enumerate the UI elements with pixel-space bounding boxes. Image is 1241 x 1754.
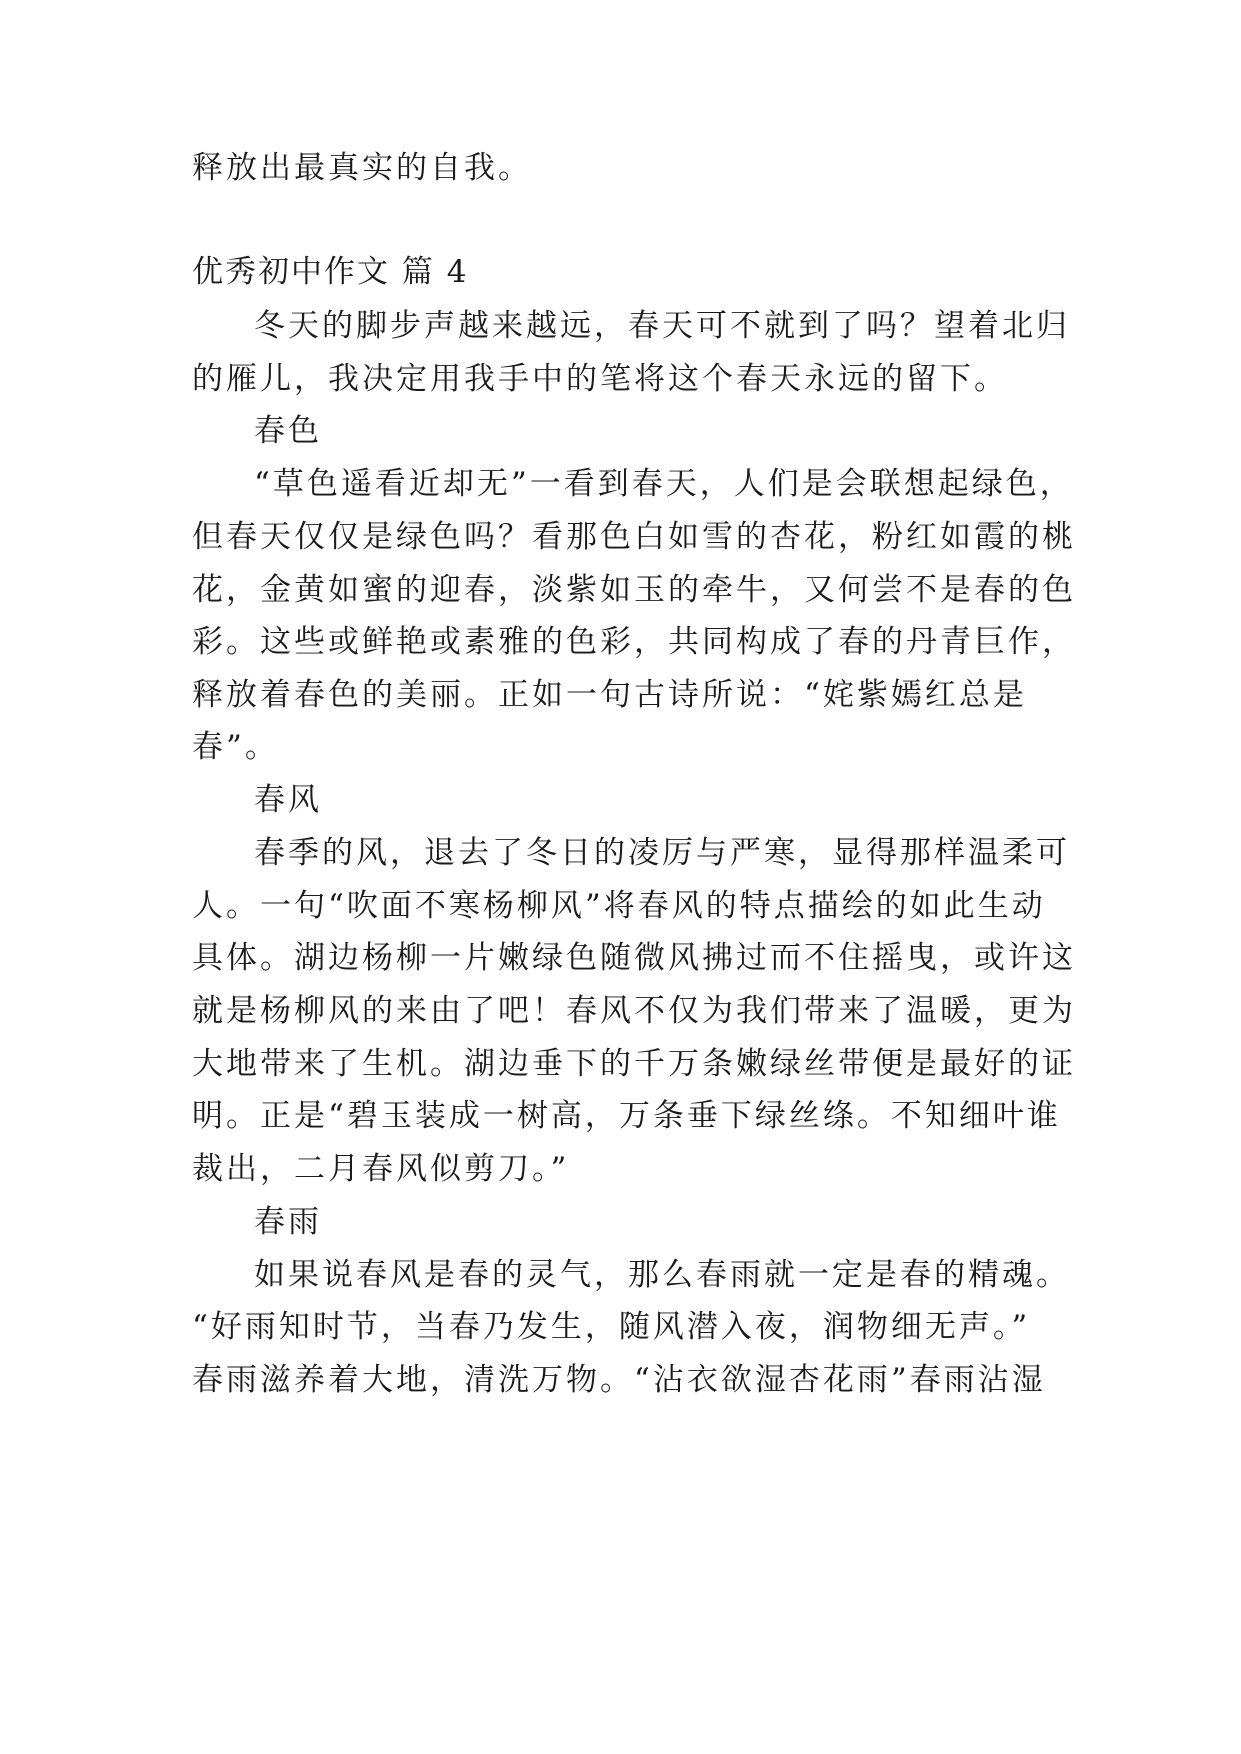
subheading-spring-color: 春色 — [254, 413, 322, 449]
text-line: 释放着春色的美丽。正如一句古诗所说：“姹紫嫣红总是 — [192, 677, 1027, 713]
text-line: 冬天的脚步声越来越远，春天可不就到了吗？望着北归 — [254, 308, 1070, 344]
text-line: 的雁儿，我决定用我手中的笔将这个春天永远的留下。 — [192, 361, 1008, 397]
text-line: 彩。这些或鲜艳或素雅的色彩，共同构成了春的丹青巨作， — [192, 624, 1076, 660]
text-line: 但春天仅仅是绿色吗？看那色白如雪的杏花，粉红如霞的桃 — [192, 519, 1076, 555]
subheading-spring-rain: 春雨 — [254, 1204, 322, 1240]
text-line: 春季的风，退去了冬日的凌厉与严寒，显得那样温柔可 — [254, 835, 1070, 871]
text-line: 就是杨柳风的来由了吧！春风不仅为我们带来了温暖，更为 — [192, 993, 1076, 1029]
text-line: 明。正是“碧玉装成一树高，万条垂下绿丝绦。不知细叶谁 — [192, 1098, 1061, 1134]
text-line: 人。一句“吹面不寒杨柳风”将春风的特点描绘的如此生动 — [192, 888, 1046, 924]
text-line: 花，金黄如蜜的迎春，淡紫如玉的牵牛，又何尝不是春的色 — [192, 572, 1076, 608]
text-line: 裁出，二月春风似剪刀。” — [192, 1151, 570, 1187]
text-line: “草色遥看近却无”一看到春天，人们是会联想起绿色， — [254, 466, 1074, 502]
text-line: “好雨知时节，当春乃发生，随风潜入夜，润物细无声。” — [192, 1309, 1031, 1345]
text-line: 春雨滋养着大地，清洗万物。“沾衣欲湿杏花雨”春雨沾湿 — [192, 1362, 1046, 1398]
subheading-spring-wind: 春风 — [254, 782, 322, 818]
section-heading: 优秀初中作文 篇 4 — [192, 254, 469, 290]
text-line: 大地带来了生机。湖边垂下的千万条嫩绿丝带便是最好的证 — [192, 1046, 1076, 1082]
text-line: 春”。 — [192, 729, 279, 765]
text-line: 释放出最真实的自我。 — [192, 150, 532, 186]
text-line: 如果说春风是春的灵气，那么春雨就一定是春的精魂。 — [254, 1257, 1070, 1293]
text-line: 具体。湖边杨柳一片嫩绿色随微风拂过而不住摇曳，或许这 — [192, 940, 1076, 976]
